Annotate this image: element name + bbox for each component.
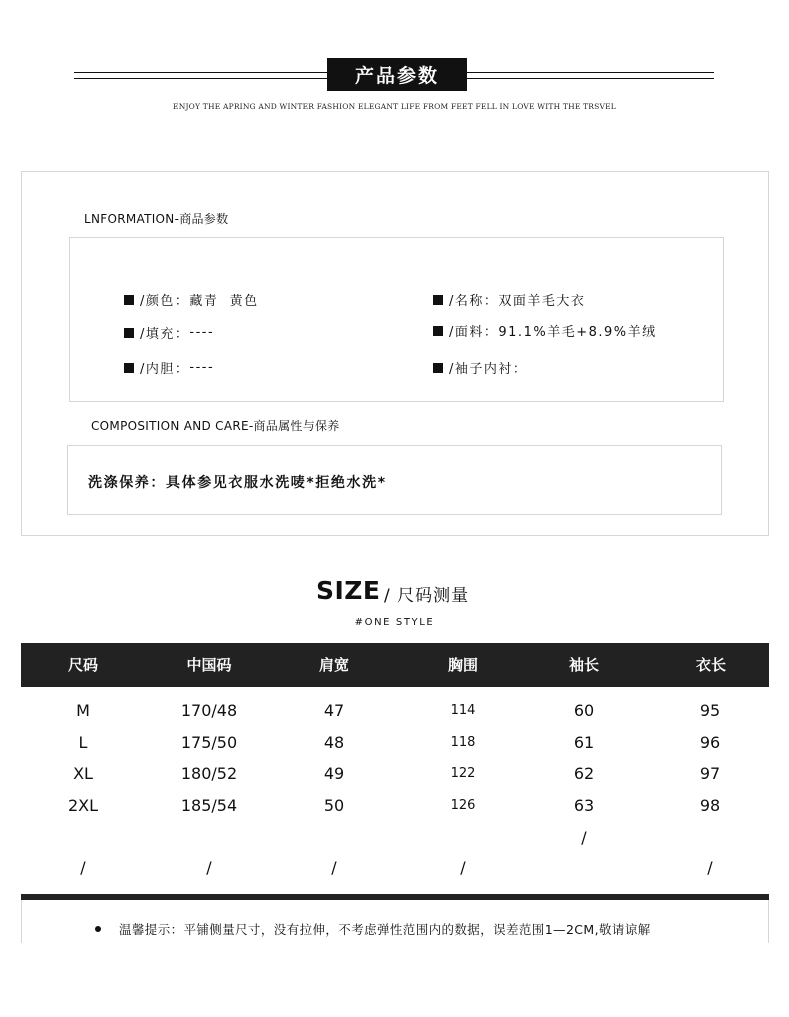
spec-label: /颜色： bbox=[140, 294, 190, 309]
size-subtitle: / 尺码测量 bbox=[384, 586, 470, 606]
table-cell: 97 bbox=[699, 764, 721, 783]
spec-sleeve-lining bbox=[433, 358, 527, 377]
table-cell-placeholder: / bbox=[460, 858, 466, 877]
spec-value: ---- bbox=[189, 325, 215, 340]
size-title: SIZE bbox=[316, 576, 381, 605]
table-cell-placeholder: / bbox=[206, 858, 212, 877]
bullet-square-icon bbox=[124, 328, 134, 338]
table-cell: 118 bbox=[450, 735, 476, 750]
spec-label: /袖子内衬： bbox=[449, 362, 528, 377]
table-cell: 48 bbox=[323, 733, 345, 752]
column-header-length: 衣长 bbox=[695, 656, 727, 674]
table-cell: L bbox=[78, 733, 88, 752]
column-header-china-size: 中国码 bbox=[186, 656, 232, 674]
bullet-square-icon bbox=[433, 363, 443, 373]
table-cell: 122 bbox=[450, 766, 476, 781]
bullet-square-icon bbox=[433, 295, 443, 305]
note-border-left bbox=[21, 900, 22, 943]
care-text: 洗涤保养：具体参见衣服水洗唛*拒绝水洗* bbox=[88, 475, 387, 491]
table-cell: 175/50 bbox=[180, 733, 238, 752]
table-cell: 63 bbox=[573, 796, 595, 815]
table-cell: 185/54 bbox=[180, 796, 238, 815]
table-cell-placeholder: / bbox=[331, 858, 337, 877]
table-cell: 62 bbox=[573, 764, 595, 783]
table-cell: 170/48 bbox=[180, 701, 238, 720]
spec-box bbox=[69, 237, 724, 402]
spec-label: /面料： bbox=[449, 325, 499, 340]
header-rule-right-top bbox=[467, 72, 714, 73]
table-cell: 114 bbox=[450, 703, 476, 718]
info-section-label: LNFORMATION-商品参数 bbox=[84, 212, 229, 226]
spec-label: /填充： bbox=[140, 327, 190, 342]
note-border-right bbox=[768, 900, 769, 943]
spec-value: 双面羊毛大衣 bbox=[498, 294, 586, 309]
header-rule-left-top bbox=[74, 72, 327, 73]
table-cell: 98 bbox=[699, 796, 721, 815]
page-subtitle: ENJOY THE APRING AND WINTER FASHION ELEGANT LIFE FROM FEET FELL IN LOVE WITH THE TRSVEL bbox=[173, 102, 616, 111]
table-cell-placeholder: / bbox=[581, 828, 587, 847]
spec-filling bbox=[124, 323, 214, 342]
size-note-text: 温馨提示：平铺侧量尺寸，没有拉伸，不考虑弹性范围内的数据，误差范围1—2CM,敬请谅解 bbox=[119, 922, 651, 937]
spec-name bbox=[433, 290, 585, 309]
table-cell: 61 bbox=[573, 733, 595, 752]
table-cell: 2XL bbox=[67, 796, 99, 815]
size-table-bottom-rule bbox=[21, 894, 769, 900]
header-rule-right-bottom bbox=[467, 78, 714, 79]
bullet-dot-icon bbox=[95, 926, 101, 932]
bullet-square-icon bbox=[124, 295, 134, 305]
table-cell: 96 bbox=[699, 733, 721, 752]
bullet-square-icon bbox=[124, 363, 134, 373]
spec-label: /内胆： bbox=[140, 362, 190, 377]
spec-label: /名称： bbox=[449, 294, 499, 309]
size-style-label: #ONE STYLE bbox=[354, 617, 435, 628]
table-cell: 60 bbox=[573, 701, 595, 720]
care-section-label: COMPOSITION AND CARE-商品属性与保养 bbox=[91, 419, 340, 433]
spec-value: 91.1%羊毛+8.9%羊绒 bbox=[498, 325, 657, 340]
table-cell: 180/52 bbox=[180, 764, 238, 783]
spec-color bbox=[124, 290, 259, 309]
bullet-square-icon bbox=[433, 326, 443, 336]
table-cell: 50 bbox=[323, 796, 345, 815]
column-header-shoulder: 肩宽 bbox=[318, 656, 350, 674]
table-cell: 126 bbox=[450, 798, 476, 813]
spec-lining bbox=[124, 358, 214, 377]
table-cell-placeholder: / bbox=[80, 858, 86, 877]
table-cell: 49 bbox=[323, 764, 345, 783]
table-cell: M bbox=[76, 701, 90, 720]
column-header-chest: 胸围 bbox=[447, 656, 479, 674]
spec-value: 藏青 黄色 bbox=[189, 294, 259, 309]
table-cell: 95 bbox=[699, 701, 721, 720]
size-table-header bbox=[21, 643, 769, 687]
size-note bbox=[95, 920, 651, 938]
table-cell: 47 bbox=[323, 701, 345, 720]
table-cell-placeholder: / bbox=[707, 858, 713, 877]
header-rule-left-bottom bbox=[74, 78, 327, 79]
spec-fabric bbox=[433, 321, 657, 340]
spec-value: ---- bbox=[189, 360, 215, 375]
table-cell: XL bbox=[73, 764, 93, 783]
column-header-sleeve: 袖长 bbox=[568, 656, 600, 674]
page-title: 产品参数 bbox=[327, 58, 467, 91]
column-header-size: 尺码 bbox=[67, 656, 99, 674]
